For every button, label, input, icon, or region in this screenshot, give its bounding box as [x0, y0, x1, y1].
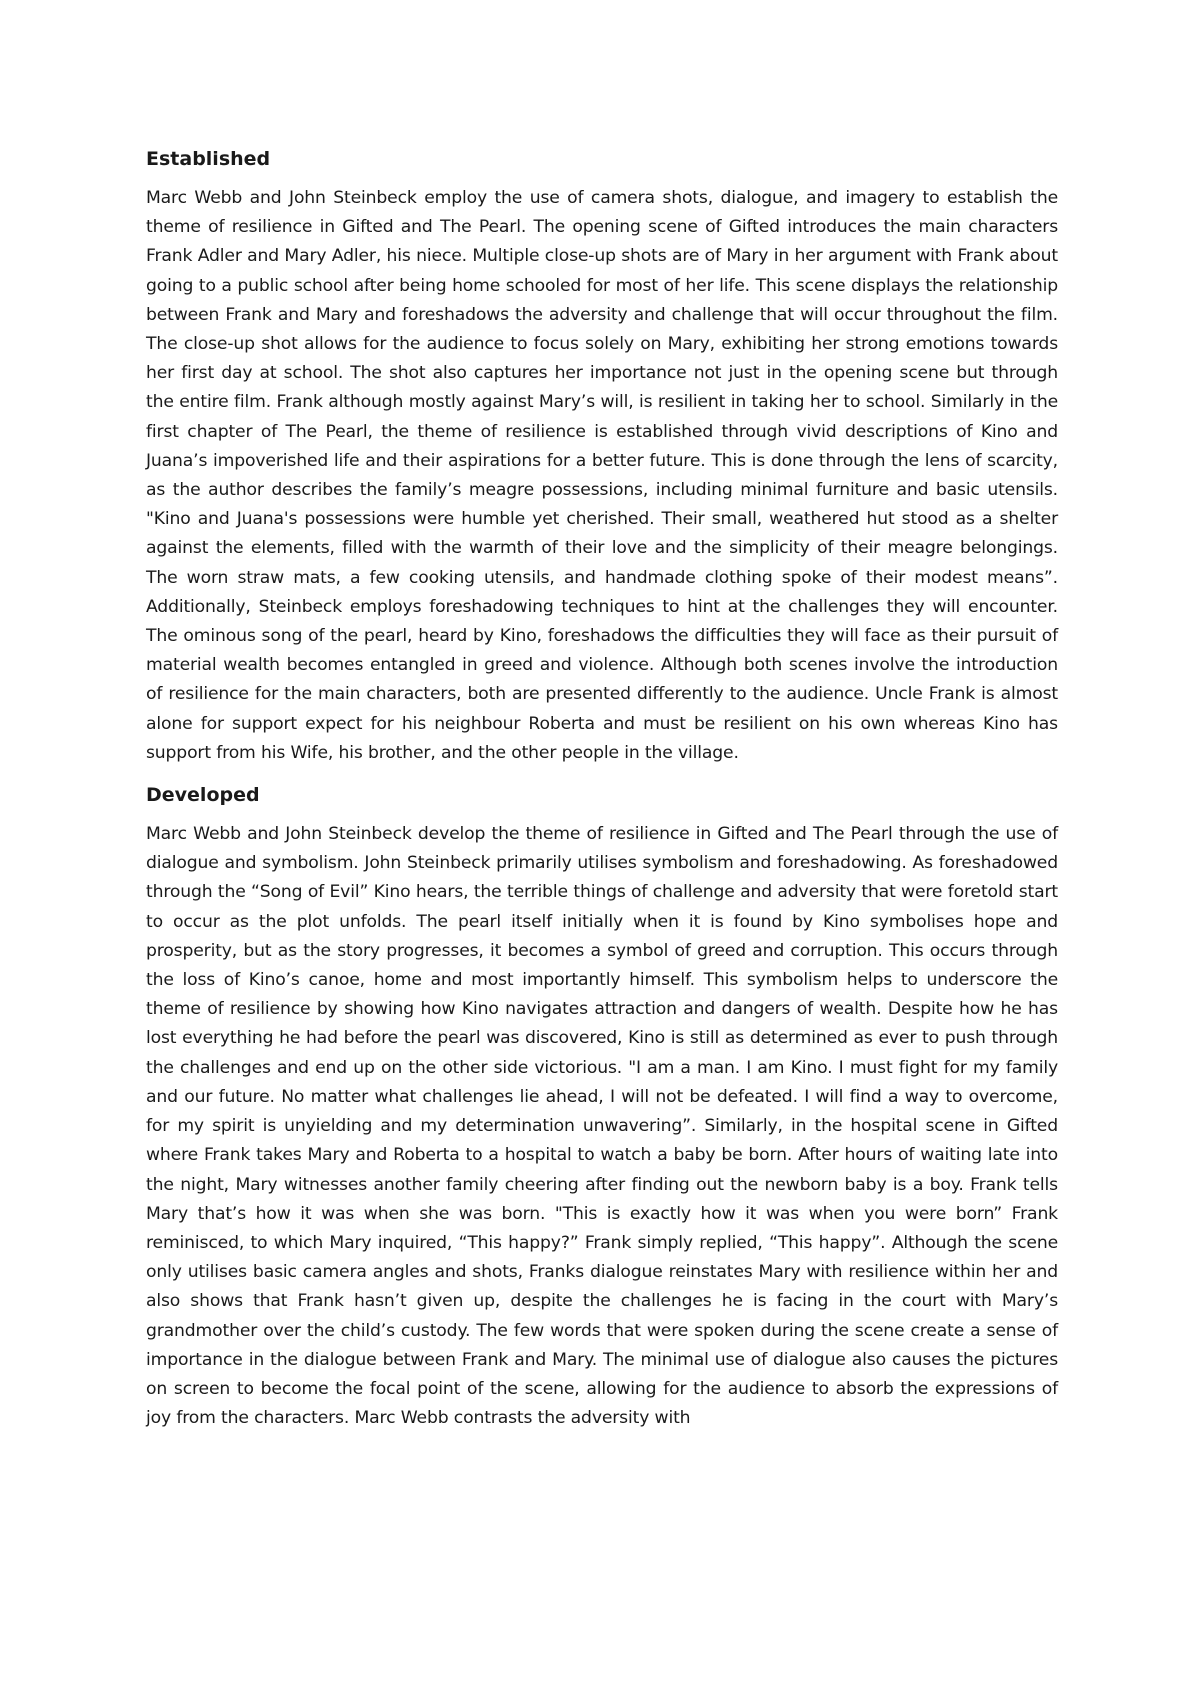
section-developed	[146, 780, 1058, 1433]
section-heading-established: Established	[146, 148, 271, 170]
section-established	[146, 144, 1058, 768]
section-body-established: Marc Webb and John Steinbeck employ the use of camera shots, dialogue, and imagery to establish the theme of resilience in Gifted and The Pearl. The opening scene of Gifted introduces the main characters Frank Adler and Mary Adler, his niece. Multiple close-up shots are of Mary in her argument with Frank about going to a public school after being home schooled for most of her life. This scene displays the relationship between Frank and Mary and foreshadows the adversity and challenge that will occur throughout the film. The close-up shot allows for the audience to focus solely on Mary, exhibiting her strong emotions towards her first day at school. The shot also captures her importance not just in the opening scene but through the entire film. Frank although mostly against Mary’s will, is resilient in taking her to school. Similarly in the first chapter of The Pearl, the theme of resilience is established through vivid descriptions of Kino and Juana’s impoverished life and their aspirations for a better future. This is done through the lens of scarcity, as the author describes the family’s meagre possessions, including minimal furniture and basic utensils. "Kino and Juana's possessions were humble yet cherished. Their small, weathered hut stood as a shelter against the elements, filled with the warmth of their love and the simplicity of their meagre belongings. The worn straw mats, a few cooking utensils, and handmade clothing spoke of their modest means”. Additionally, Steinbeck employs foreshadowing techniques to hint at the challenges they will encounter. The ominous song of the pearl, heard by Kino, foreshadows the difficulties they will face as their pursuit of material wealth becomes entangled in greed and violence. Although both scenes involve the introduction of resilience for the main characters, both are presented differently to the audience. Uncle Frank is almost alone for support expect for his neighbour Roberta and must be resilient on his own whereas Kino has support from his Wife, his brother, and the other people in the village.	[146, 188, 1058, 763]
document-page	[146, 144, 1058, 1445]
section-body-developed: Marc Webb and John Steinbeck develop the theme of resilience in Gifted and The Pearl through the use of dialogue and symbolism. John Steinbeck primarily utilises symbolism and foreshadowing. As foreshadowed through the “Song of Evil” Kino hears, the terrible things of challenge and adversity that were foretold start to occur as the plot unfolds. The pearl itself initially when it is found by Kino symbolises hope and prosperity, but as the story progresses, it becomes a symbol of greed and corruption. This occurs through the loss of Kino’s canoe, home and most importantly himself. This symbolism helps to underscore the theme of resilience by showing how Kino navigates attraction and dangers of wealth. Despite how he has lost everything he had before the pearl was discovered, Kino is still as determined as ever to push through the challenges and end up on the other side victorious. "I am a man. I am Kino. I must fight for my family and our future. No matter what challenges lie ahead, I will not be defeated. I will find a way to overcome, for my spirit is unyielding and my determination unwavering”. Similarly, in the hospital scene in Gifted where Frank takes Mary and Roberta to a hospital to watch a baby be born. After hours of waiting late into the night, Mary witnesses another family cheering after finding out the newborn baby is a boy. Frank tells Mary that’s how it was when she was born. "This is exactly how it was when you were born” Frank reminisced, to which Mary inquired, “This happy?” Frank simply replied, “This happy”. Although the scene only utilises basic camera angles and shots, Franks dialogue reinstates Mary with resilience within her and also shows that Frank hasn’t given up, despite the challenges he is facing in the court with Mary’s grandmother over the child’s custody. The few words that were spoken during the scene create a sense of importance in the dialogue between Frank and Mary. The minimal use of dialogue also causes the pictures on screen to become the focal point of the scene, allowing for the audience to absorb the expressions of joy from the characters. Marc Webb contrasts the adversity with	[146, 824, 1058, 1429]
section-heading-developed: Developed	[146, 784, 260, 807]
